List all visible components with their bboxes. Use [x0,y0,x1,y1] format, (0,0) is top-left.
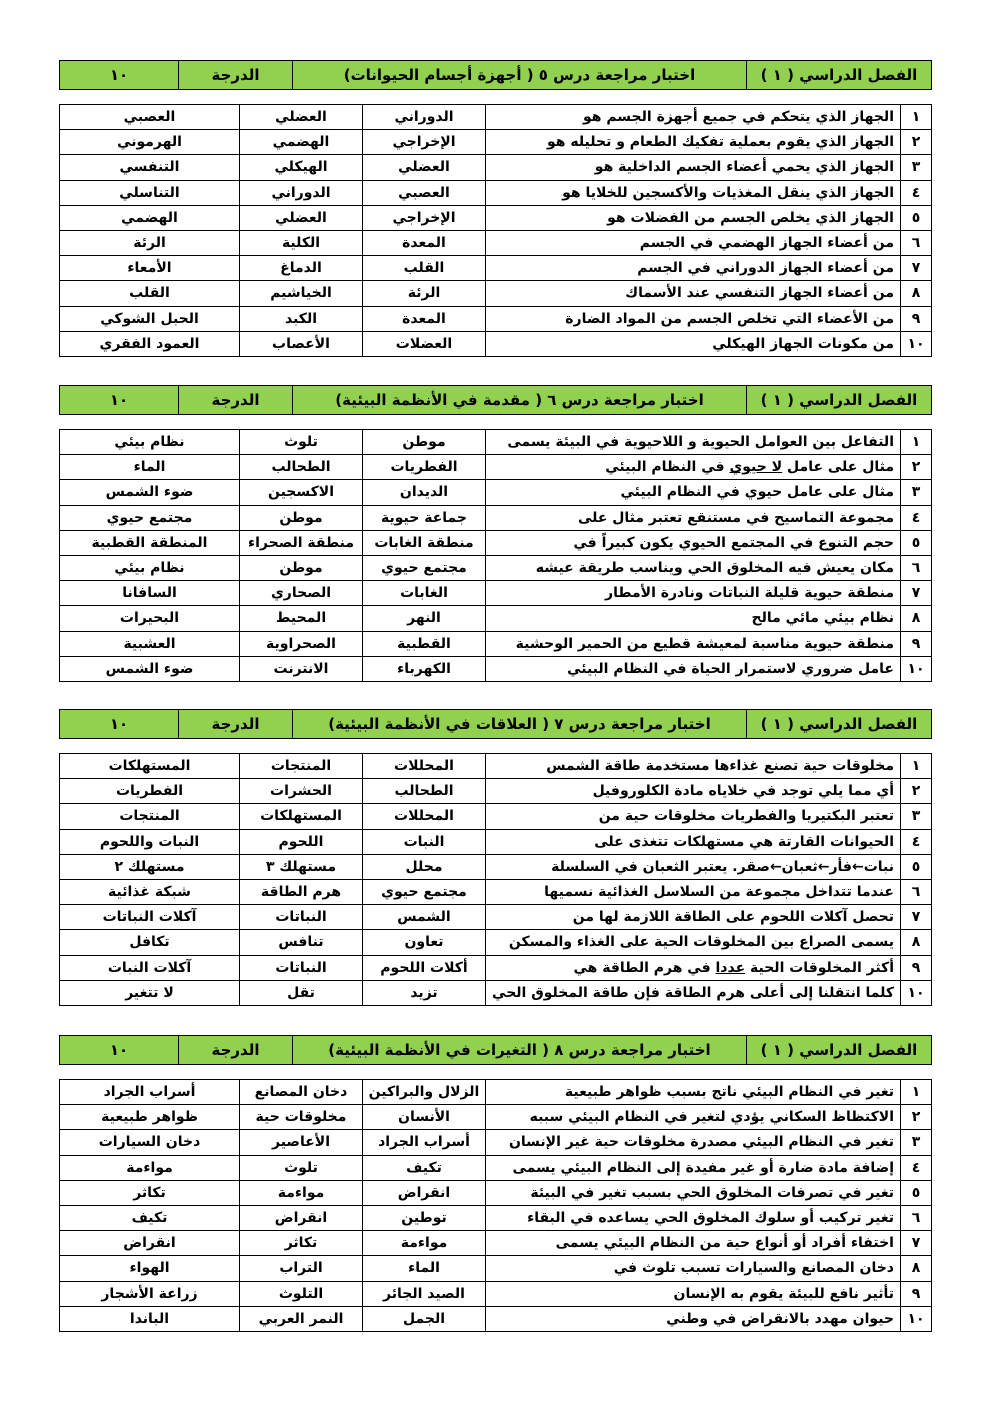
answer-option-3: ضوء الشمس [60,480,240,505]
answer-option-1: العضلي [363,155,486,180]
question-text: مكان يعيش فيه المخلوق الحي ويناسب طريقة عيشه [486,555,901,580]
question-number: ٩ [901,306,932,331]
question-row [60,281,932,306]
question-row [60,955,932,980]
question-row [60,930,932,955]
question-number: ١٠ [901,656,932,681]
question-number: ٤ [901,829,932,854]
quiz-title: اختبار مراجعة درس ٨ ( التغيرات في الأنظمة البيئية) [293,1036,747,1065]
answer-option-3: الأمعاء [60,256,240,281]
question-row [60,754,932,779]
question-table [59,753,932,1006]
question-row [60,631,932,656]
answer-option-2: تقل [240,980,363,1005]
answer-option-2: الهيكلي [240,155,363,180]
answer-option-2: الحشرات [240,779,363,804]
question-number: ٨ [901,1256,932,1281]
question-number: ١ [901,430,932,455]
answer-option-1: الإخراجي [363,130,486,155]
answer-option-1: النبات [363,829,486,854]
question-number: ٨ [901,281,932,306]
answer-option-3: آكلات النباتات [60,905,240,930]
answer-option-1: الكهرباء [363,656,486,681]
answer-option-2: موطن [240,555,363,580]
question-text: تأثير نافع للبيئة يقوم به الإنسان [486,1281,901,1306]
question-row [60,1256,932,1281]
quiz-header [59,385,932,415]
grade-label: الدرجة [179,710,293,739]
question-text: منطقة حيوية مناسبة لمعيشة قطيع من الحمير الوحشية [486,631,901,656]
answer-option-2: الكبد [240,306,363,331]
answer-option-1: الأنسان [363,1105,486,1130]
question-number: ١ [901,105,932,130]
answer-option-2: موطن [240,505,363,530]
answer-option-1: انقراض [363,1180,486,1205]
question-text-part: في النظام البيئي [605,459,730,476]
quiz-header [59,709,932,739]
grade-label: الدرجة [179,386,293,415]
semester-label: الفصل الدراسي ( ١ ) [747,710,932,739]
answer-option-3: التناسلي [60,180,240,205]
answer-option-1: الإخراجي [363,205,486,230]
answer-option-2: العضلي [240,105,363,130]
question-number: ٧ [901,581,932,606]
answer-option-3: المستهلكات [60,754,240,779]
answer-option-2: المستهلكات [240,804,363,829]
answer-option-2: الانترنت [240,656,363,681]
question-row [60,180,932,205]
answer-option-2: تلوث [240,1155,363,1180]
answer-option-3: آكلات النبات [60,955,240,980]
question-row [60,130,932,155]
question-text: الاكتظاظ السكاني يؤدي لتغير في النظام البيئي سببه [486,1105,901,1130]
answer-option-1: المعدة [363,306,486,331]
question-text: تغير تركيب أو سلوك المخلوق الحي يساعده في البقاء [486,1205,901,1230]
question-row [60,980,932,1005]
question-text-part: أكثر المخلوقات الحية [745,959,894,976]
answer-option-3: العشبية [60,631,240,656]
answer-option-1: تزيد [363,980,486,1005]
question-row [60,606,932,631]
answer-option-1: المعدة [363,230,486,255]
grade-value: ١٠ [60,710,179,739]
answer-option-2: الطحالب [240,455,363,480]
grade-label: الدرجة [179,1036,293,1065]
answer-option-3: نظام بيئي [60,430,240,455]
quiz-header [59,60,932,90]
question-text: عامل ضروري لاستمرار الحياة في النظام البيئي [486,656,901,681]
answer-option-2: الكلية [240,230,363,255]
answer-option-3: مجتمع حيوي [60,505,240,530]
answer-option-2: النباتات [240,955,363,980]
question-number: ٤ [901,180,932,205]
question-text [486,955,901,980]
question-text: حجم التنوع في المجتمع الحيوي يكون كبيراً في [486,530,901,555]
quiz-section [59,709,932,1006]
answer-option-2: الدوراني [240,180,363,205]
answer-option-2: النمر العربي [240,1306,363,1331]
answer-option-1: القلب [363,256,486,281]
question-text: من أعضاء الجهاز التنفسي عند الأسماك [486,281,901,306]
answer-option-3: ظواهر طبيعية [60,1105,240,1130]
question-number: ٦ [901,555,932,580]
answer-option-1: النهر [363,606,486,631]
question-text: نبات←فأر←ثعبان←صقر. يعتبر الثعبان في السلسلة [486,854,901,879]
answer-option-3: العمود الفقري [60,331,240,356]
answer-option-1: الطحالب [363,779,486,804]
question-number: ٨ [901,930,932,955]
answer-option-3: البحيرات [60,606,240,631]
quiz-title: اختبار مراجعة درس ٧ ( العلاقات في الأنظمة البيئية) [293,710,747,739]
answer-option-1: مواءمة [363,1231,486,1256]
question-row [60,230,932,255]
question-number: ٦ [901,230,932,255]
question-row [60,430,932,455]
question-text: مجموعة التماسيح في مستنقع تعتبر مثال على [486,505,901,530]
answer-option-3: زراعة الأشجار [60,1281,240,1306]
answer-option-1: مجتمع حيوي [363,555,486,580]
question-text: الجهاز الذي يتحكم في جميع أجهزة الجسم هو [486,105,901,130]
answer-option-3: العصبي [60,105,240,130]
answer-option-3: الفطريات [60,779,240,804]
question-row [60,530,932,555]
question-text: تغير في النظام البيئي مصدرة مخلوقات حية غير الإنسان [486,1130,901,1155]
answer-option-3: الباندا [60,1306,240,1331]
answer-option-2: مستهلك ٣ [240,854,363,879]
question-text: دخان المصانع والسيارات تسبب تلوث في [486,1256,901,1281]
question-number: ١٠ [901,331,932,356]
question-text: تغير في تصرفات المخلوق الحي بسبب تغير في البيئة [486,1180,901,1205]
question-number: ٣ [901,480,932,505]
answer-option-1: منطقة الغابات [363,530,486,555]
question-number: ٦ [901,879,932,904]
answer-option-1: تعاون [363,930,486,955]
semester-label: الفصل الدراسي ( ١ ) [747,386,932,415]
answer-option-3: تكاثر [60,1180,240,1205]
question-number: ١ [901,1080,932,1105]
question-text: الجهاز الذي يقوم بعملية تفكيك الطعام و تحليله هو [486,130,901,155]
grade-value: ١٠ [60,1036,179,1065]
answer-option-1: الفطريات [363,455,486,480]
answer-option-1: المحللات [363,804,486,829]
answer-option-3: شبكة غذائية [60,879,240,904]
answer-option-2: التراب [240,1256,363,1281]
question-text: الجهاز الذي يخلص الجسم من الفضلات هو [486,205,901,230]
question-row [60,581,932,606]
answer-option-1: الماء [363,1256,486,1281]
question-row [60,779,932,804]
answer-option-1: تكيف [363,1155,486,1180]
question-text-part: في هرم الطاقة هي [573,959,716,976]
question-row [60,306,932,331]
answer-option-2: التلوث [240,1281,363,1306]
question-number: ٢ [901,779,932,804]
answer-option-2: الصحاري [240,581,363,606]
question-table [59,104,932,357]
answer-option-2: تكاثر [240,1231,363,1256]
answer-option-2: مخلوقات حية [240,1105,363,1130]
question-number: ٦ [901,1205,932,1230]
answer-option-2: الدماغ [240,256,363,281]
question-number: ٢ [901,455,932,480]
question-number: ١٠ [901,1306,932,1331]
question-text: الجهاز الذي يحمي أعضاء الجسم الداخلية هو [486,155,901,180]
answer-option-2: النباتات [240,905,363,930]
answer-option-2: الاكسجين [240,480,363,505]
answer-option-1: مجتمع حيوي [363,879,486,904]
answer-option-3: النبات واللحوم [60,829,240,854]
question-text: اختفاء أفراد أو أنواع حية من النظام البيئي يسمى [486,1231,901,1256]
question-text: مثال على عامل حيوي في النظام البيئي [486,480,901,505]
answer-option-2: دخان المصانع [240,1080,363,1105]
grade-label: الدرجة [179,61,293,90]
question-number: ٥ [901,205,932,230]
answer-option-3: القلب [60,281,240,306]
answer-option-2: الأعاصير [240,1130,363,1155]
answer-option-3: الهواء [60,1256,240,1281]
question-text: أي مما يلي توجد في خلاياه مادة الكلوروفيل [486,779,901,804]
question-row [60,205,932,230]
question-text: تعتبر البكتيريا والفطريات مخلوقات حية من [486,804,901,829]
question-row [60,905,932,930]
question-number: ٢ [901,1105,932,1130]
answer-option-3: انقراض [60,1231,240,1256]
question-row [60,854,932,879]
answer-option-3: نظام بيئي [60,555,240,580]
quiz-header [59,1035,932,1065]
answer-option-3: الحبل الشوكي [60,306,240,331]
question-number: ٥ [901,530,932,555]
question-underlined-word: عددا [715,959,746,976]
answer-option-3: الماء [60,455,240,480]
question-number: ٣ [901,155,932,180]
question-text: الحيوانات القارتة هي مستهلكات تتغذى على [486,829,901,854]
quiz-section [59,1035,932,1332]
answer-option-1: جماعة حيوية [363,505,486,530]
answer-option-3: ضوء الشمس [60,656,240,681]
quiz-title: اختبار مراجعة درس ٥ ( أجهزة أجسام الحيوانات) [293,61,747,90]
question-number: ٢ [901,130,932,155]
question-number: ٣ [901,1130,932,1155]
answer-option-2: المنتجات [240,754,363,779]
question-text: من أعضاء الجهاز الهضمي في الجسم [486,230,901,255]
semester-label: الفصل الدراسي ( ١ ) [747,1036,932,1065]
answer-option-1: موطن [363,430,486,455]
answer-option-3: لا تتغير [60,980,240,1005]
question-row [60,1080,932,1105]
answer-option-2: تلوث [240,430,363,455]
answer-option-2: منطقة الصحراء [240,530,363,555]
question-text: حيوان مهدد بالانقراض في وطني [486,1306,901,1331]
question-number: ٣ [901,804,932,829]
question-row [60,256,932,281]
answer-option-3: الرئة [60,230,240,255]
answer-option-1: أكلات اللحوم [363,955,486,980]
answer-option-2: العضلي [240,205,363,230]
question-row [60,829,932,854]
answer-option-3: المنطقة القطبية [60,530,240,555]
question-row [60,1130,932,1155]
answer-option-3: مواءمة [60,1155,240,1180]
question-number: ٨ [901,606,932,631]
answer-option-1: الزلال والبراكين [363,1080,486,1105]
question-number: ٧ [901,1231,932,1256]
question-number: ٩ [901,631,932,656]
answer-option-1: محلل [363,854,486,879]
question-number: ٥ [901,1180,932,1205]
answer-option-3: التنفسي [60,155,240,180]
answer-option-1: العصبي [363,180,486,205]
answer-option-1: الغابات [363,581,486,606]
answer-option-2: المحيط [240,606,363,631]
answer-option-3: تكيف [60,1205,240,1230]
question-row [60,879,932,904]
question-row [60,656,932,681]
question-text: منطقة حيوية قليلة النباتات ونادرة الأمطار [486,581,901,606]
question-row [60,455,932,480]
answer-option-3: الهضمي [60,205,240,230]
question-row [60,1306,932,1331]
answer-option-1: الديدان [363,480,486,505]
question-row [60,1231,932,1256]
question-row [60,1155,932,1180]
question-underlined-word: لا حيوي [729,459,783,476]
semester-label: الفصل الدراسي ( ١ ) [747,61,932,90]
question-row [60,804,932,829]
question-text: الجهاز الذي ينقل المغذيات والأكسجين للخلايا هو [486,180,901,205]
question-text: نظام بيئي مائي مالح [486,606,901,631]
question-text: من أعضاء الجهاز الدوراني في الجسم [486,256,901,281]
answer-option-1: الجمل [363,1306,486,1331]
quiz-title: اختبار مراجعة درس ٦ ( مقدمة في الأنظمة البيئية) [293,386,747,415]
answer-option-3: المنتجات [60,804,240,829]
quiz-section [59,60,932,357]
answer-option-3: مستهلك ٢ [60,854,240,879]
answer-option-1: توطين [363,1205,486,1230]
question-row [60,1180,932,1205]
answer-option-1: الدوراني [363,105,486,130]
answer-option-1: الصيد الجائر [363,1281,486,1306]
question-text: من الأعضاء التي تخلص الجسم من المواد الضارة [486,306,901,331]
answer-option-2: مواءمة [240,1180,363,1205]
question-row [60,1105,932,1130]
answer-option-1: القطبية [363,631,486,656]
answer-option-2: الهضمي [240,130,363,155]
answer-option-2: هرم الطاقة [240,879,363,904]
question-number: ٩ [901,1281,932,1306]
question-text: مخلوقات حية تصنع غذاءها مستخدمة طاقة الشمس [486,754,901,779]
question-row [60,155,932,180]
question-text: تحصل آكلات اللحوم على الطاقة اللازمة لها من [486,905,901,930]
answer-option-2: تنافس [240,930,363,955]
answer-option-1: المحللات [363,754,486,779]
question-row [60,505,932,530]
answer-option-1: العضلات [363,331,486,356]
question-number: ٤ [901,505,932,530]
question-number: ٧ [901,256,932,281]
question-text-part: مثال على عامل [782,459,894,476]
question-number: ٧ [901,905,932,930]
answer-option-2: الخياشيم [240,281,363,306]
question-text [486,455,901,480]
question-text: التفاعل بين العوامل الحيوية و اللاحيوية في البيئة يسمى [486,430,901,455]
answer-option-2: الأعصاب [240,331,363,356]
answer-option-3: تكافل [60,930,240,955]
answer-option-2: اللحوم [240,829,363,854]
question-row [60,1205,932,1230]
question-text: إضافة مادة ضارة أو غير مفيدة إلى النظام البيئي يسمى [486,1155,901,1180]
question-row [60,1281,932,1306]
answer-option-2: انقراض [240,1205,363,1230]
question-row [60,105,932,130]
answer-option-1: الشمس [363,905,486,930]
answer-option-3: السافانا [60,581,240,606]
answer-option-3: أسراب الجراد [60,1080,240,1105]
question-text: تغير في النظام البيئي ناتج بسبب ظواهر طبيعية [486,1080,901,1105]
question-text: من مكونات الجهاز الهيكلي [486,331,901,356]
answer-option-1: الرئة [363,281,486,306]
question-number: ١٠ [901,980,932,1005]
question-row [60,480,932,505]
question-number: ٥ [901,854,932,879]
question-number: ٤ [901,1155,932,1180]
quiz-section [59,385,932,682]
answer-option-2: الصحراوية [240,631,363,656]
answer-option-3: الهرموني [60,130,240,155]
grade-value: ١٠ [60,61,179,90]
grade-value: ١٠ [60,386,179,415]
question-table [59,1079,932,1332]
question-text: يسمى الصراع بين المخلوقات الحية على الغذاء والمسكن [486,930,901,955]
question-row [60,555,932,580]
answer-option-3: دخان السيارات [60,1130,240,1155]
question-number: ٩ [901,955,932,980]
question-row [60,331,932,356]
question-text: عندما تتداخل مجموعة من السلاسل الغذائية نسميها [486,879,901,904]
question-table [59,429,932,682]
answer-option-1: أسراب الجراد [363,1130,486,1155]
question-number: ١ [901,754,932,779]
question-text: كلما انتقلنا إلى أعلى هرم الطاقة فإن طاقة المخلوق الحي [486,980,901,1005]
